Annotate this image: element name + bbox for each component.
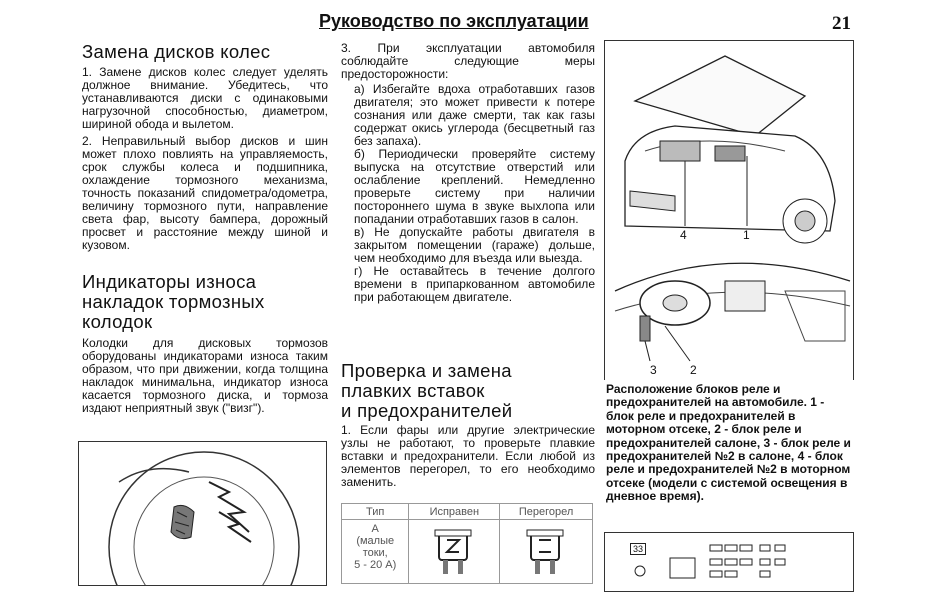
fuse-blown-icon [500, 520, 590, 580]
fuse-box-illustration [604, 532, 854, 592]
type-line: (малые [356, 535, 395, 547]
paragraph: 2. Неправильный выбор дисков и шин может плохо повлиять на управляемость, срок службы колеса и подшипника, охлаждение тормозного механизма, точность показаний спидометра/одометра, величину тормозного пути, направление света фар, высоту бампера, дорожный просвет и расстояние между шиной и кузовом. [82, 134, 328, 252]
type-line: 5 - 20 А) [354, 559, 397, 571]
table-header: Перегорел [500, 504, 593, 520]
title-line: Индикаторы износа [82, 271, 257, 292]
paragraph: Колодки для дисковых тормозов оборудованы индикаторами износа таким образом, что при движении, когда толщина накладок минимальна, индикатор износа касается тормозного диска, и тормоза издают неприятный звук ("визг"). [82, 336, 328, 415]
section-title-brake-wear [82, 272, 328, 332]
brake-wear-illustration [78, 441, 327, 586]
paragraph: 1. Если фары или другие электрические узлы не работают, то проверьте плавкие вставки и предохранители. Если любой из элементов перегорел, то его необходимо заменить. [341, 423, 595, 489]
figure-caption: Расположение блоков реле и предохранителей на автомобиле. 1 - блок реле и предохранителей в моторном отсеке, 2 - блок реле и предохранителей салоне, 3 - блок реле и предохранителей №2 в салоне, 4 - блок реле и предохранителей №2 в моторном отсеке (модели с системой освещения в дневное время). [606, 382, 851, 504]
title-line: Проверка и замена [341, 360, 512, 381]
table-cell-ok [409, 520, 500, 584]
brake-disk-drawing [79, 442, 326, 585]
title-line: и предохранителей [341, 400, 513, 421]
page-header-title: Руководство по эксплуатации [319, 11, 589, 31]
title-line: накладок тормозных [82, 291, 265, 312]
figure-label-3: 3 [650, 363, 657, 377]
paragraph: 3. При эксплуатации автомобиля соблюдайте следующие меры предосторожности: [341, 41, 595, 81]
safety-list [341, 83, 595, 304]
fuse-ok-icon [409, 520, 497, 580]
list-item: а) Избегайте вдоха отработавших газов двигателя; это может привести к потере сознания или даже смерти, так как газы содержат окись углерода (бесцветный газ без запаха). [354, 82, 595, 148]
car-relay-location-figure [604, 40, 854, 380]
table-header: Исправен [409, 504, 500, 520]
section-title-fuses [341, 361, 595, 421]
section-fuses-body [341, 424, 595, 493]
table-header: Тип [342, 504, 409, 520]
fuse-box-label: 33 [630, 543, 646, 555]
figure-label-4: 4 [680, 228, 687, 242]
fuse-box-drawing [605, 533, 853, 581]
table-cell-type [342, 520, 409, 584]
safety-measures-block [341, 42, 595, 304]
title-line: плавких вставок [341, 380, 485, 401]
car-drawing [605, 41, 853, 379]
list-item: б) Периодически проверяйте систему выпуска на отсутствие отверстий или ослабление креплений. Немедленно проверьте систему при наличии постороннего шума в звуке выхлопа или попадании отработавших газов в салон. [354, 147, 595, 226]
page-number: 21 [832, 13, 851, 34]
list-item: г) Не оставайтесь в течение долгого времени в припаркованном автомобиле при работающем двигателе. [354, 264, 595, 304]
list-item: в) Не допускайте работы двигателя в закрытом помещении (гараже) дольше, чем необходимо для въезда или выезда. [354, 225, 595, 265]
section-title-wheel-disks: Замена дисков колес [82, 41, 271, 62]
fuse-table [341, 503, 593, 584]
type-line: токи, [362, 547, 388, 559]
title-line: колодок [82, 311, 153, 332]
figure-label-2: 2 [690, 363, 697, 377]
table-cell-blown [500, 520, 593, 584]
section-wheel-disks-body [82, 66, 328, 256]
paragraph: 1. Замене дисков колес следует уделять должное внимание. Убедитесь, что устанавливаются диски с одинаковыми нагрузочной способностью, диаметром, шириной обода и вылетом. [82, 65, 328, 131]
type-line: А [371, 523, 379, 535]
figure-label-1: 1 [743, 228, 750, 242]
section-brake-wear-body [82, 337, 328, 419]
